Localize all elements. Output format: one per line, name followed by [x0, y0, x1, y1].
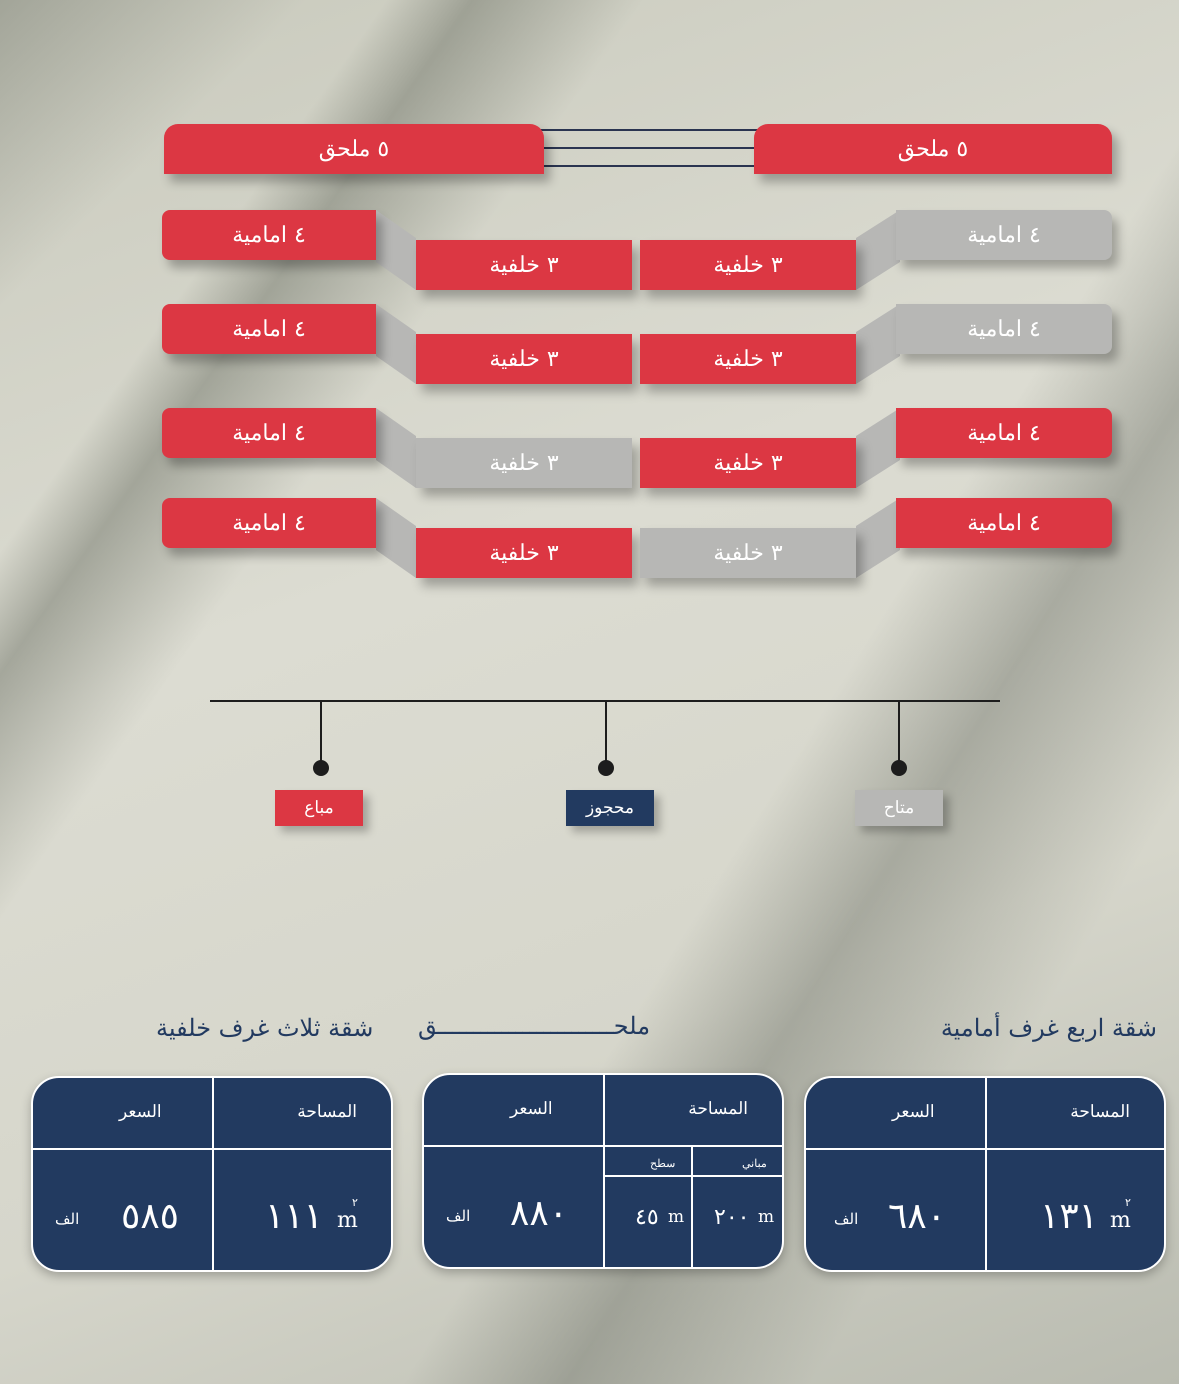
unit-front-right[interactable]: ٤ امامية [896, 408, 1112, 458]
area-value: ١١١ [265, 1196, 324, 1237]
price-unit: الف [55, 1210, 80, 1228]
area-header: المساحة [297, 1102, 357, 1122]
unit-annex-right[interactable]: ٥ ملحق [754, 124, 1112, 174]
connector-shape [376, 498, 420, 578]
card-annex [422, 1073, 784, 1269]
unit-back-right[interactable]: ٣ خلفية [640, 438, 856, 488]
legend-reserved: محجوز [566, 790, 654, 826]
unit-back-left[interactable]: ٣ خلفية [416, 528, 632, 578]
unit-back-left[interactable]: ٣ خلفية [416, 438, 632, 488]
unit-front-right[interactable]: ٤ امامية [896, 498, 1112, 548]
unit-back-right[interactable]: ٣ خلفية [640, 334, 856, 384]
unit-back-left[interactable]: ٣ خلفية [416, 334, 632, 384]
building-value: ٢٠٠ [714, 1205, 750, 1230]
title-annex: ملحـــــــــــــــــــــــــق [418, 1012, 651, 1040]
area-value: ١٣١ [1040, 1196, 1099, 1237]
legend-dot [598, 760, 614, 776]
card-four-rooms [804, 1076, 1166, 1272]
unit-front-left[interactable]: ٤ امامية [162, 498, 376, 548]
connector-shape [376, 304, 420, 384]
area-unit-sup: ٢ [1125, 1196, 1131, 1209]
unit-front-right[interactable]: ٤ امامية [896, 304, 1112, 354]
price-header: السعر [119, 1102, 162, 1122]
area-unit: m [1110, 1208, 1131, 1233]
roof-unit: m [668, 1207, 685, 1227]
roof-value: ٤٥ [635, 1205, 659, 1230]
price-unit: الف [446, 1207, 471, 1225]
building-label: مباني [742, 1157, 767, 1170]
divider [985, 1078, 987, 1270]
connector-shape [856, 210, 900, 290]
divider [424, 1145, 782, 1147]
legend-dot [313, 760, 329, 776]
connector-shape [376, 408, 420, 488]
unit-back-right[interactable]: ٣ خلفية [640, 240, 856, 290]
area-unit: m [337, 1208, 358, 1233]
unit-back-right[interactable]: ٣ خلفية [640, 528, 856, 578]
legend-sold: مباع [275, 790, 363, 826]
legend-available: متاح [855, 790, 943, 826]
divider [33, 1148, 391, 1150]
connector-shape [856, 408, 900, 488]
price-value: ٨٨٠ [510, 1193, 569, 1234]
legend-stem [320, 702, 322, 764]
divider [806, 1148, 1164, 1150]
price-unit: الف [834, 1210, 859, 1228]
connector-shape [376, 210, 420, 290]
unit-front-left[interactable]: ٤ امامية [162, 408, 376, 458]
roof-label: سطح [650, 1157, 676, 1170]
divider [212, 1078, 214, 1270]
unit-front-left[interactable]: ٤ امامية [162, 210, 376, 260]
price-header: السعر [510, 1099, 553, 1119]
price-value: ٥٨٥ [121, 1196, 180, 1237]
legend-stem [605, 702, 607, 764]
connector-shape [856, 304, 900, 384]
building-unit: m [758, 1207, 775, 1227]
unit-front-left[interactable]: ٤ امامية [162, 304, 376, 354]
unit-annex-left[interactable]: ٥ ملحق [164, 124, 544, 174]
price-header: السعر [892, 1102, 935, 1122]
area-unit-sup: ٢ [352, 1196, 358, 1209]
title-three-rooms: شقة ثلاث غرف خلفية [156, 1014, 374, 1042]
price-value: ٦٨٠ [888, 1196, 947, 1237]
unit-front-right[interactable]: ٤ امامية [896, 210, 1112, 260]
divider [691, 1147, 693, 1267]
card-three-rooms [31, 1076, 393, 1272]
area-header: المساحة [688, 1099, 748, 1119]
unit-back-left[interactable]: ٣ خلفية [416, 240, 632, 290]
legend-stem [898, 702, 900, 764]
annex-connector-lines [540, 126, 760, 172]
title-four-rooms: شقة اربع غرف أمامية [940, 1014, 1157, 1042]
area-header: المساحة [1070, 1102, 1130, 1122]
connector-shape [856, 498, 900, 578]
legend-dot [891, 760, 907, 776]
divider [603, 1075, 605, 1267]
